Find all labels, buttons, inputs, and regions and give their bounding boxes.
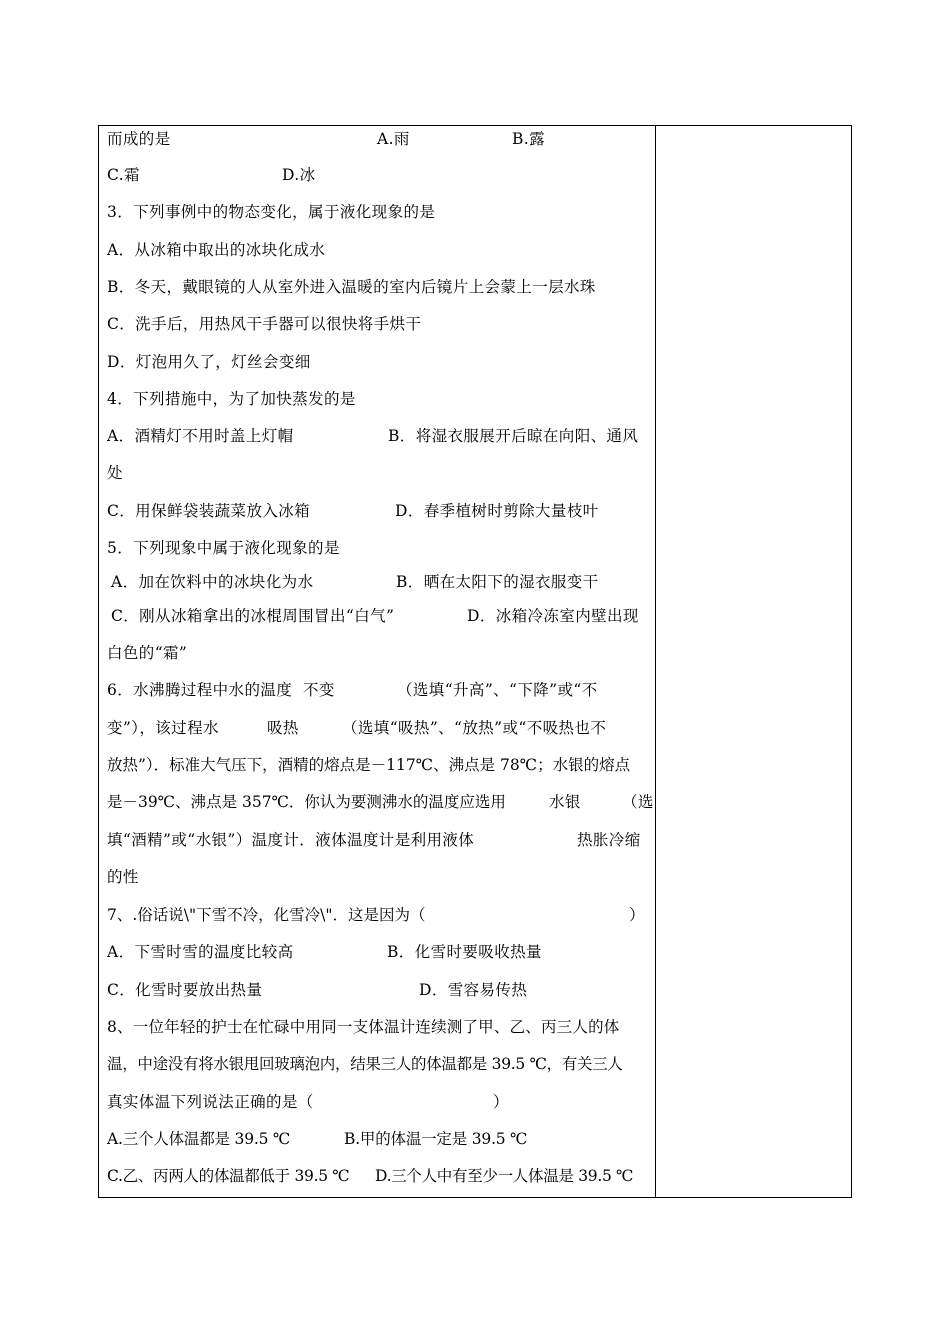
q5-options-cd	[107, 602, 639, 630]
q7-options-cd	[107, 976, 528, 1004]
q5-option-a: A．加在饮料中的冰块化为水	[111, 573, 314, 591]
q8-option-b: B.甲的体温一定是 39.5 ℃	[344, 1130, 528, 1148]
q4-option-b-cont: 处	[107, 464, 123, 482]
column-divider	[655, 125, 656, 1198]
q8-option-c: C.乙、丙两人的体温都低于 39.5 ℃	[107, 1167, 350, 1185]
q4-option-b: B．将湿衣服展开后晾在向阳、通风	[388, 427, 639, 445]
q6-line-1	[107, 676, 598, 704]
q8-stem-end: 真实体温下列说法正确的是（	[107, 1093, 314, 1111]
q2-option-b: B.露	[512, 130, 546, 148]
q5-option-b: B．晒在太阳下的湿衣服变干	[396, 573, 599, 591]
q6-text: （选填“吸热”、“放热”或“不吸热也不	[342, 719, 607, 737]
q7-option-c: C．化雪时要放出热量	[107, 981, 263, 999]
q6-text: 变”），该过程水	[107, 719, 219, 737]
q4-options-ab	[107, 422, 639, 450]
q4-options-cd	[107, 497, 599, 525]
q8-line-1: 8、一位年轻的护士在忙碌中用同一支体温计连续测了甲、乙、丙三人的体	[107, 1018, 620, 1036]
q7-stem-line	[107, 901, 645, 929]
q3-option-b: B．冬天，戴眼镜的人从室外进入温暖的室内后镜片上会蒙上一层水珠	[107, 278, 596, 296]
q2-option-a: A.雨	[377, 130, 410, 148]
q7-stem: 7、.俗话说\"下雪不冷，化雪冷\"．这是因为（	[107, 906, 426, 924]
q6-line-2	[107, 714, 607, 742]
q4-option-d: D．春季植树时剪除大量枝叶	[395, 502, 599, 520]
q7-option-b: B．化雪时要吸收热量	[387, 943, 542, 961]
q6-answer-blank-2: 吸热	[267, 719, 299, 737]
q6-line-3: 放热”）．标准大气压下，酒精的熔点是－117℃、沸点是 78℃；水银的熔点	[107, 756, 631, 774]
q2-option-c: C.霜	[107, 166, 140, 184]
q2-tail-text: 而成的是	[107, 130, 171, 148]
q5-stem: 5．下列现象中属于液化现象的是	[107, 539, 340, 557]
q3-option-a: A．从冰箱中取出的冰块化成水	[107, 241, 326, 259]
q2-options-line	[107, 161, 316, 189]
q7-option-a: A．下雪时雪的温度比较高	[107, 943, 294, 961]
q6-text: （选	[622, 793, 654, 811]
q7-option-d: D．雪容易传热	[419, 981, 528, 999]
q6-answer-blank-3: 水银	[549, 793, 581, 811]
q7-paren-close: ）	[629, 906, 645, 924]
q6-text: （选填“升高”、“下降”或“不	[397, 681, 598, 699]
q6-answer-blank-4: 热胀冷缩	[577, 831, 641, 849]
q5-options-ab	[107, 568, 599, 596]
q6-text: 填“酒精”或“水银”）温度计．液体温度计是利用液体	[107, 831, 475, 849]
q3-option-d: D．灯泡用久了，灯丝会变细	[107, 353, 311, 371]
q6-line-4	[107, 788, 654, 816]
q8-paren-close: ）	[493, 1093, 509, 1111]
q8-line-3	[107, 1088, 509, 1116]
q6-line-5	[107, 826, 641, 854]
q8-line-2: 温，中途没有将水银甩回玻璃泡内，结果三人的体温都是 39.5 ℃，有关三人	[107, 1055, 623, 1073]
q2-option-d: D.冰	[282, 166, 316, 184]
q3-option-c: C．洗手后，用热风干手器可以很快将手烘干	[107, 315, 422, 333]
q3-stem: 3．下列事例中的物态变化，属于液化现象的是	[107, 203, 436, 221]
q4-option-a: A．酒精灯不用时盖上灯帽	[107, 427, 294, 445]
q6-answer-blank-1: 不变	[303, 681, 335, 699]
q4-stem: 4．下列措施中，为了加快蒸发的是	[107, 390, 356, 408]
q2-tail-line	[107, 125, 546, 153]
q4-option-c: C．用保鲜袋装蔬菜放入冰箱	[107, 502, 311, 520]
q8-option-d: D.三个人中有至少一人体温是 39.5 ℃	[375, 1167, 634, 1185]
q7-options-ab	[107, 938, 542, 966]
q8-options-cd	[107, 1162, 634, 1190]
q5-option-d: D．冰箱冷冻室内壁出现	[467, 607, 639, 625]
q8-option-a: A.三个人体温都是 39.5 ℃	[107, 1130, 291, 1148]
q6-text: 是－39℃、沸点是 357℃．你认为要测沸水的温度应选用	[107, 793, 506, 811]
q6-line-6: 的性	[107, 868, 139, 886]
q6-text: 6．水沸腾过程中水的温度	[107, 681, 293, 699]
q5-option-c: C．刚从冰箱拿出的冰棍周围冒出“白气”	[111, 607, 395, 625]
q8-options-ab	[107, 1125, 528, 1153]
q5-option-d-cont: 白色的“霜”	[107, 644, 188, 662]
